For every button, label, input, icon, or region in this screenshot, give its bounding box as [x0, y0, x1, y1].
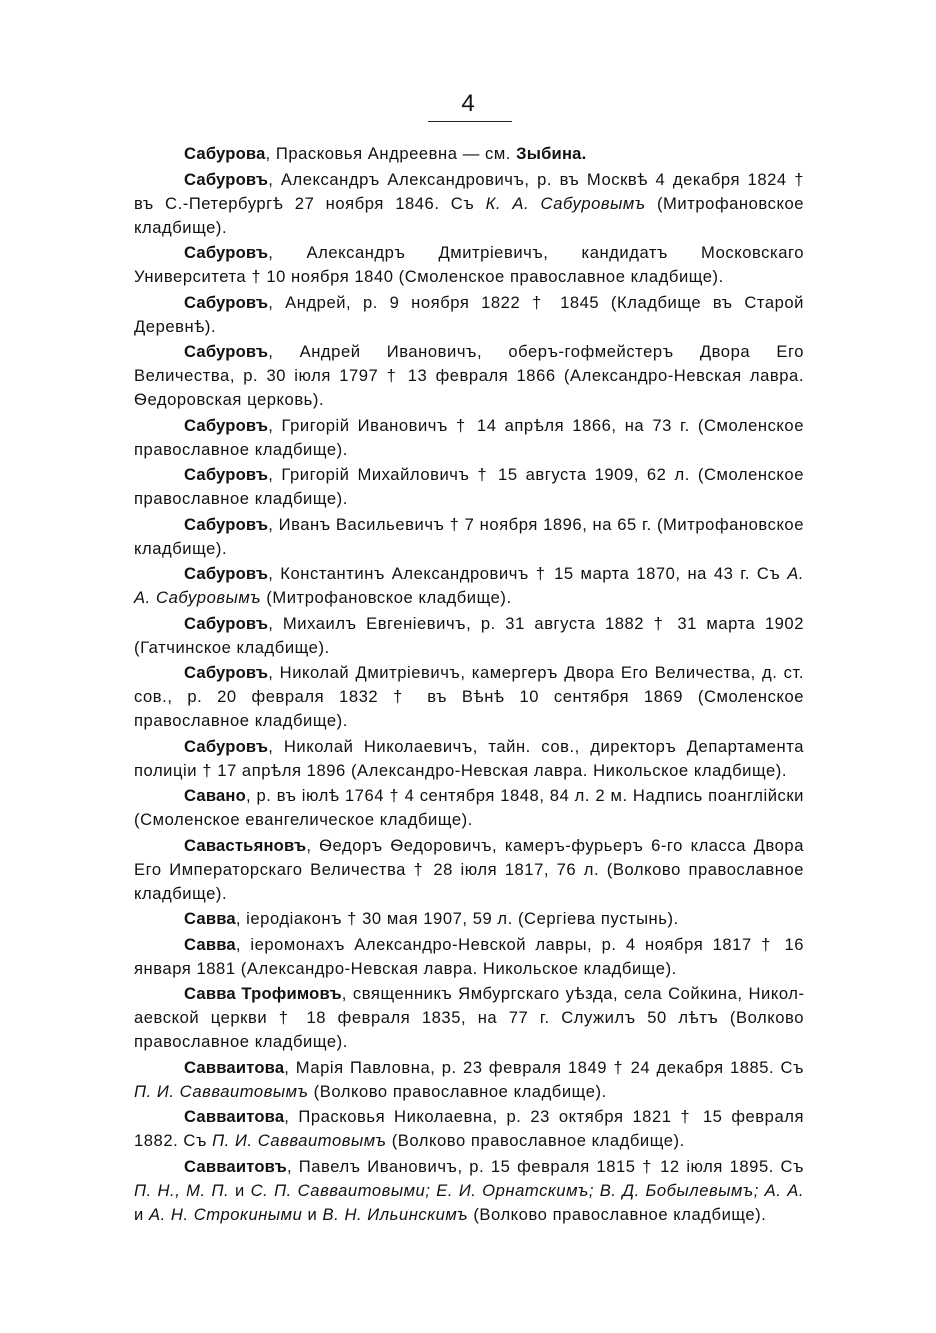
entry-name: Сабуровъ	[184, 169, 269, 189]
entry	[134, 784, 804, 832]
entry-name: Сабуровъ	[184, 736, 269, 756]
entry-name: Сабуровъ	[184, 292, 269, 312]
entry	[134, 168, 804, 240]
entry-name: Савваитова	[184, 1057, 285, 1077]
entry-text: , Николай Дмитріевичъ, камергеръ Двора Его Величества, д. ст. сов., р. 20 февраля 1832 † въ Вѣнѣ 10 сентября 1869 (Смоленское православное кладбище).	[134, 663, 804, 730]
entry-text: (Митрофановское кладбище).	[261, 588, 512, 607]
entry-text: , Марія Павловна, р. 23 февраля 1849 † 24 декабря 1885. Съ	[284, 1057, 804, 1077]
entry-text: , Григорій Михайловичъ † 15 августа 1909, 62 л. (Смоленское православное кладбище).	[134, 465, 804, 508]
entry-italic-reference: П. И. Савваитовымъ	[134, 1081, 309, 1101]
entry	[134, 1155, 804, 1227]
entry-text: , іеродіаконъ † 30 мая 1907, 59 л. (Сергіева пустынь).	[235, 909, 679, 928]
entry-italic-reference: П. И. Савваитовымъ	[212, 1131, 387, 1150]
entry	[134, 463, 804, 511]
entry-name: Савваитова	[184, 1107, 285, 1126]
entry-text: (Волково православное кладбище).	[308, 1081, 607, 1101]
entry-name: Сабуровъ	[184, 465, 269, 484]
entry	[134, 1056, 804, 1104]
entry-text: , Андрей, р. 9 ноября 1822 † 1845 (Кладбище въ Старой Деревнѣ).	[134, 292, 804, 336]
entry-text: , Прасковья Николаевна, р. 23 октября 1821 † 15 февраля 1882. Съ	[134, 1107, 804, 1150]
entry-text: , р. въ іюлѣ 1764 † 4 сентября 1848, 84 л. 2 м. Надпись поанглійски (Смоленское евангелическое кладбище).	[134, 786, 804, 829]
entry-text: , іеромонахъ Александро-Невской лавры, р. 4 ноября 1817 † 16 января 1881 (Александро-Невская лавра. Никольское кладбище).	[134, 934, 804, 978]
entry	[134, 291, 804, 339]
entry-italic-reference: П. Н., М. П.	[134, 1180, 230, 1200]
entry	[134, 414, 804, 462]
entry-text: , Александръ Дмитріевичъ, кандидатъ Московскаго Университета † 10 ноября 1840 (Смоленское православное кладбище).	[134, 243, 804, 286]
entry-text: , Константинъ Александровичъ † 15 марта 1870, на 43 г. Съ	[268, 564, 788, 583]
entry-name: Сабуровъ	[184, 663, 269, 682]
entry-name: Савастьяновъ	[184, 835, 307, 855]
entry-name: Сабуровъ	[184, 613, 269, 633]
entry-text: , Ѳедоръ Ѳедоровичъ, камеръ-фурьеръ 6-го класса Двора Его Императорскаго Величества † 28 іюля 1817, 76 л. (Волково православное кладбище).	[134, 835, 804, 903]
page-number-rule	[428, 121, 512, 122]
entry-name: Сабуровъ	[184, 514, 269, 534]
entry-name: Сабуровъ	[184, 415, 269, 435]
entry-text: (Волково православное кладбище).	[468, 1204, 767, 1224]
entry-italic-reference: А. А. Сабуровымъ	[134, 564, 804, 607]
entry	[134, 907, 804, 931]
entry	[134, 340, 804, 412]
entry-name: Сабурова	[184, 144, 266, 163]
entry-text: , Андрей Ивановичъ, оберъ-гофмейстеръ Двора Его Величества, р. 30 іюля 1797 † 13 февраля 1866 (Александро-Невская лавра. Ѳедоровская церковь).	[134, 342, 804, 409]
entry-text: , Иванъ Васильевичъ † 7 ноября 1896, на 65 г. (Митрофановское кладбище).	[134, 514, 804, 558]
entry	[134, 241, 804, 289]
entry-name: Сабуровъ	[184, 243, 269, 262]
entry	[134, 1105, 804, 1153]
entry-text: , Прасковья Андреевна — см.	[265, 144, 517, 163]
entry-name: Савва Трофимовъ	[184, 984, 342, 1003]
entry-text: , священникъ Ямбургскаго уѣзда, села Сойкина, Николаевской церкви † 18 февраля 1835, на 77 г. Служилъ 50 лѣтъ (Волково православное кладбище).	[134, 984, 804, 1051]
entry-italic-reference: К. А. Сабуровымъ	[485, 193, 646, 213]
entry-list	[134, 142, 804, 1228]
entry-name: Зыбина.	[516, 144, 587, 163]
entry-text: и	[229, 1180, 251, 1200]
entry	[134, 834, 804, 906]
entry	[134, 562, 804, 610]
entry-italic-reference: А. Н. Строкиными	[148, 1204, 303, 1224]
entry-italic-reference: В. Н. Ильинскимъ	[322, 1204, 469, 1224]
entry-name: Савано	[184, 786, 246, 805]
entry-name: Сабуровъ	[184, 564, 269, 583]
entry-text: (Волково православное кладбище).	[386, 1131, 685, 1150]
entry-text: (Митрофановское кладбище).	[134, 193, 804, 237]
entry-name: Савваитовъ	[184, 1156, 287, 1176]
entry-text: и	[134, 1204, 149, 1224]
page-number: 4	[461, 90, 475, 117]
entry-text: , Михаилъ Евгеніевичъ, р. 31 августа 1882 † 31 марта 1902 (Гатчинское кладбище).	[134, 613, 804, 657]
entry	[134, 982, 804, 1054]
entry	[134, 735, 804, 783]
entry-text: и	[302, 1204, 323, 1224]
entry-text: , Павелъ Ивановичъ, р. 15 февраля 1815 † 12 іюля 1895. Съ	[286, 1156, 804, 1176]
entry-italic-reference: С. П. Савваитовыми; Е. И. Орнатскимъ; В. Д. Бобылевымъ; А. А.	[250, 1180, 805, 1200]
entry	[134, 612, 804, 660]
entry	[134, 661, 804, 733]
entry-name: Сабуровъ	[184, 342, 269, 361]
entry	[134, 142, 804, 166]
entry-text: , Николай Николаевичъ, тайн. сов., директоръ Департамента полиціи † 17 апрѣля 1896 (Александро-Невская лавра. Никольское кладбище).	[134, 736, 804, 780]
entry-name: Савва	[184, 934, 236, 954]
entry	[134, 933, 804, 981]
entry	[134, 513, 804, 561]
entry-text: , Александръ Александровичъ, р. въ Москвѣ 4 декабря 1824 † въ С.-Петербургѣ 27 ноября 1846. Съ	[134, 169, 804, 213]
entry-text: , Григорій Ивановичъ † 14 апрѣля 1866, на 73 г. (Смоленское православное кладбище).	[134, 415, 804, 459]
entry-name: Савва	[184, 909, 236, 928]
